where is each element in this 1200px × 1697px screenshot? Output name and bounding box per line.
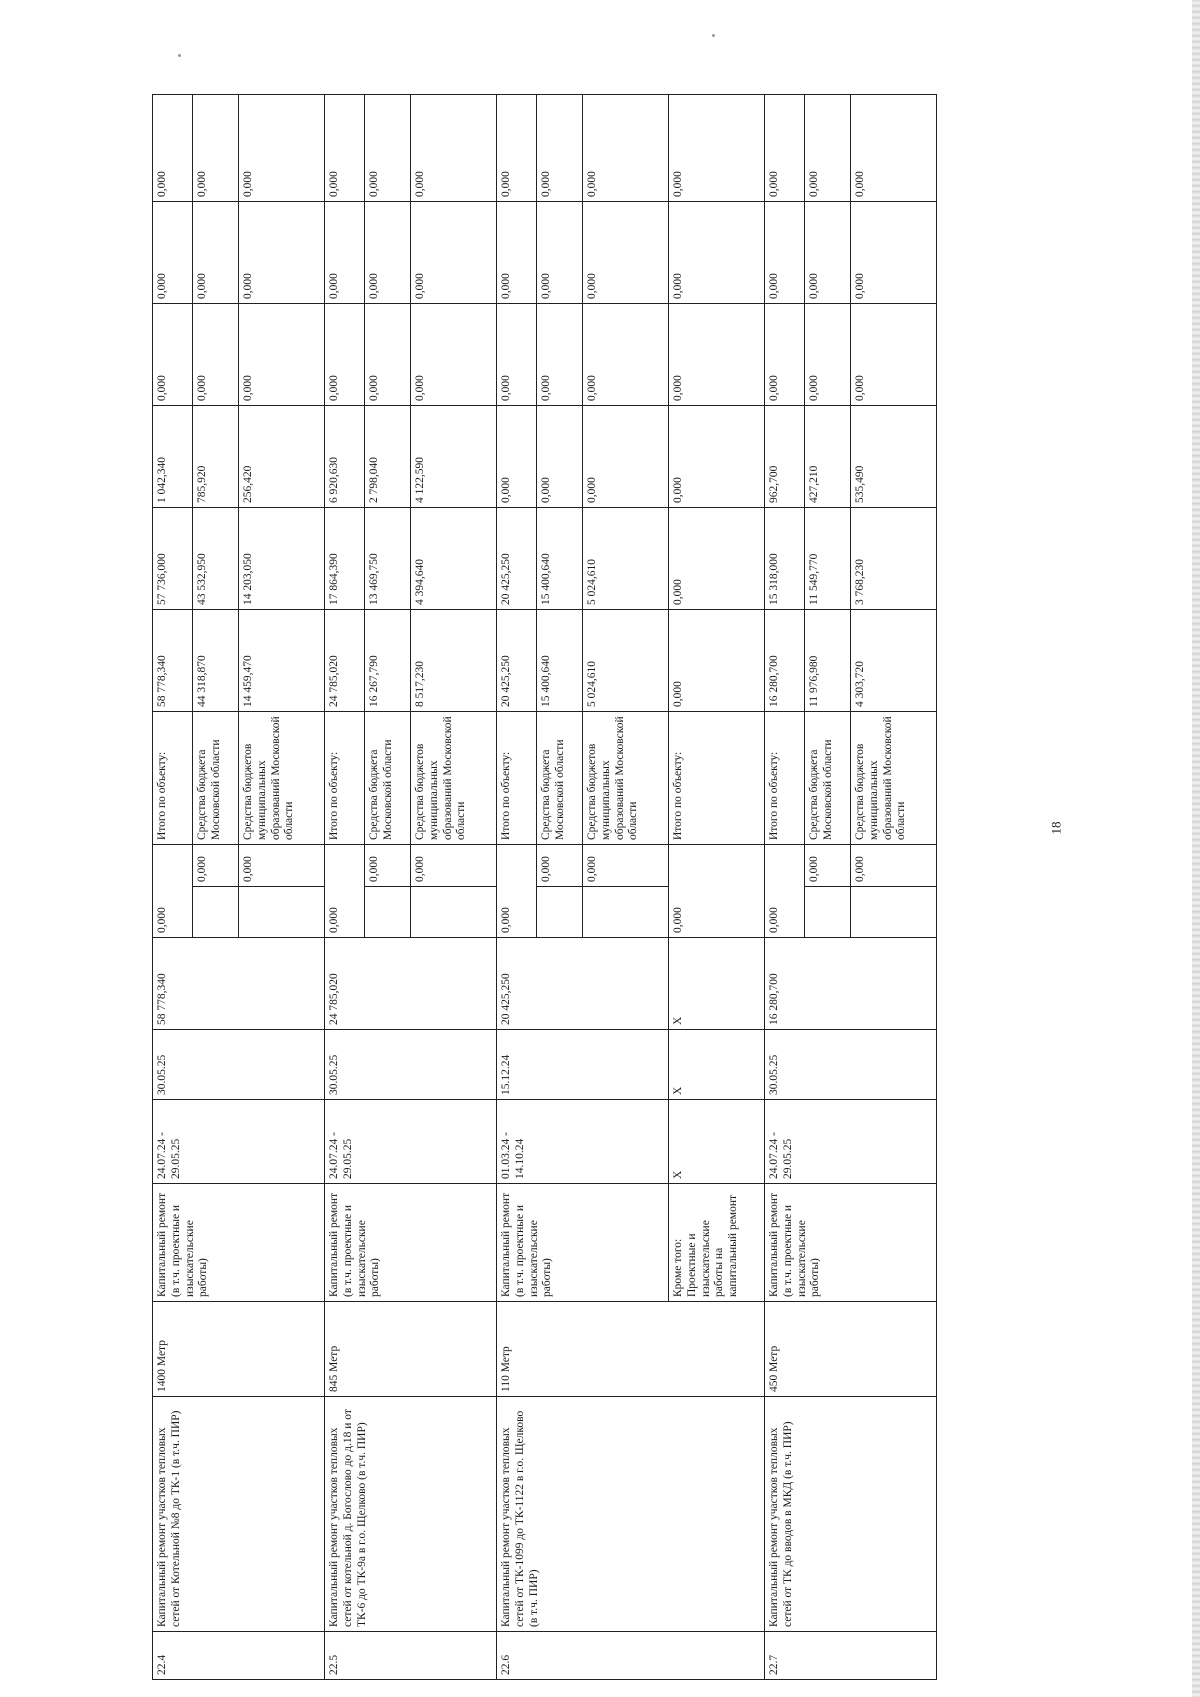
value-2024: 4 394,640	[411, 508, 497, 610]
value-2028: 0,000	[365, 95, 411, 202]
value-2027: 0,000	[805, 202, 851, 304]
value-2025: 4 122,590	[411, 406, 497, 508]
value-2024: 15 400,640	[537, 508, 583, 610]
source-total: 14 459,470	[239, 610, 325, 712]
blank-cell	[239, 887, 325, 938]
value-2026: 0,000	[805, 304, 851, 406]
extra-prior-funding: 0,000	[669, 845, 765, 938]
source-total: 58 778,340	[153, 610, 193, 712]
source-total: 16 267,790	[365, 610, 411, 712]
value-2028: 0,000	[239, 95, 325, 202]
works-type: Капитальный ремонт (в т.ч. проектные и изыскательские работы)	[497, 1184, 669, 1302]
value-2028: 0,000	[537, 95, 583, 202]
value-2024: 17 864,390	[325, 508, 365, 610]
works-period: 24.07.24 - 29.05.25	[765, 1100, 937, 1184]
finish-date: 15.12.24	[497, 1030, 669, 1100]
value-2026: 0,000	[193, 304, 239, 406]
funding-source: Итого по объекту:	[325, 712, 365, 845]
works-period: 01.03.24 - 14.10.24	[497, 1100, 669, 1184]
value-2027: 0,000	[583, 202, 669, 304]
scan-speck	[178, 54, 181, 57]
value-2027: 0,000	[669, 202, 765, 304]
value-2025: 0,000	[669, 406, 765, 508]
value-2027: 0,000	[765, 202, 805, 304]
funding-source: Средства бюджетов муниципальных образований Московской области	[239, 712, 325, 845]
value-2025: 962,700	[765, 406, 805, 508]
source-prior-funding: 0,000	[193, 845, 239, 887]
extra-cost: X	[669, 938, 765, 1030]
value-2025: 256,420	[239, 406, 325, 508]
source-prior-funding: 0,000	[805, 845, 851, 887]
value-2024: 3 768,230	[851, 508, 937, 610]
value-2028: 0,000	[583, 95, 669, 202]
works-period: 24.07.24 - 29.05.25	[325, 1100, 497, 1184]
funding-source: Итого по объекту:	[153, 712, 193, 845]
source-prior-funding: 0,000	[537, 845, 583, 887]
value-2028: 0,000	[497, 95, 537, 202]
value-2026: 0,000	[765, 304, 805, 406]
value-2027: 0,000	[497, 202, 537, 304]
object-name: Капитальный ремонт участков тепловых сетей от Котельной №8 до ТК-1 (в т.ч. ПИР)	[153, 1397, 325, 1632]
value-2024: 57 736,000	[153, 508, 193, 610]
blank-cell	[805, 887, 851, 938]
funding-source: Итого по объекту:	[669, 712, 765, 845]
value-2027: 0,000	[411, 202, 497, 304]
object-cost: 16 280,700	[765, 938, 937, 1030]
value-2024: 13 469,750	[365, 508, 411, 610]
source-total: 16 280,700	[765, 610, 805, 712]
value-2026: 0,000	[411, 304, 497, 406]
value-2028: 0,000	[411, 95, 497, 202]
value-2026: 0,000	[325, 304, 365, 406]
works-type: Капитальный ремонт (в т.ч. проектные и изыскательские работы)	[765, 1184, 937, 1302]
blank-cell	[583, 887, 669, 938]
value-2025: 535,490	[851, 406, 937, 508]
value-2025: 0,000	[497, 406, 537, 508]
value-2027: 0,000	[365, 202, 411, 304]
value-2025: 0,000	[583, 406, 669, 508]
prior-funding: 0,000	[153, 845, 193, 938]
value-2024: 14 203,050	[239, 508, 325, 610]
value-2026: 0,000	[537, 304, 583, 406]
row-number: 22.7	[765, 1632, 937, 1680]
value-2024: 15 318,000	[765, 508, 805, 610]
value-2024: 5 024,610	[583, 508, 669, 610]
blank-cell	[851, 887, 937, 938]
funding-source: Итого по объекту:	[765, 712, 805, 845]
value-2027: 0,000	[153, 202, 193, 304]
object-cost: 24 785,020	[325, 938, 497, 1030]
row-number: 22.5	[325, 1632, 497, 1680]
source-total: 0,000	[669, 610, 765, 712]
funding-source: Средства бюджета Московской области	[537, 712, 583, 845]
funding-source: Средства бюджета Московской области	[805, 712, 851, 845]
value-2027: 0,000	[537, 202, 583, 304]
blank-cell	[537, 887, 583, 938]
object-length: 1400 Метр	[153, 1302, 325, 1397]
value-2025: 427,210	[805, 406, 851, 508]
table-row	[765, 95, 805, 1680]
object-cost: 58 778,340	[153, 938, 325, 1030]
object-name: Капитальный ремонт участков тепловых сетей от ТК-1099 до ТК-1122 в г.о. Щелково (в т.ч. ПИР)	[497, 1397, 765, 1632]
source-total: 20 425,250	[497, 610, 537, 712]
funding-table	[152, 94, 937, 1680]
value-2026: 0,000	[365, 304, 411, 406]
funding-source: Средства бюджетов муниципальных образований Московской области	[583, 712, 669, 845]
works-type: Капитальный ремонт (в т.ч. проектные и изыскательские работы)	[325, 1184, 497, 1302]
source-total: 44 318,870	[193, 610, 239, 712]
value-2027: 0,000	[851, 202, 937, 304]
value-2026: 0,000	[583, 304, 669, 406]
value-2028: 0,000	[765, 95, 805, 202]
table-row	[325, 95, 365, 1680]
source-total: 4 303,720	[851, 610, 937, 712]
value-2026: 0,000	[497, 304, 537, 406]
prior-funding: 0,000	[497, 845, 537, 938]
source-prior-funding: 0,000	[239, 845, 325, 887]
page-number: 18	[1048, 821, 1064, 835]
value-2027: 0,000	[325, 202, 365, 304]
scan-edge	[1192, 0, 1200, 1697]
source-total: 5 024,610	[583, 610, 669, 712]
value-2025: 6 920,630	[325, 406, 365, 508]
works-type: Капитальный ремонт (в т.ч. проектные и изыскательские работы)	[153, 1184, 325, 1302]
value-2026: 0,000	[153, 304, 193, 406]
value-2025: 1 042,340	[153, 406, 193, 508]
table-row	[153, 95, 193, 1680]
prior-funding: 0,000	[765, 845, 805, 938]
extra-finish: X	[669, 1030, 765, 1100]
row-number: 22.4	[153, 1632, 325, 1680]
source-prior-funding: 0,000	[411, 845, 497, 887]
object-length: 845 Метр	[325, 1302, 497, 1397]
funding-source: Средства бюджетов муниципальных образований Московской области	[411, 712, 497, 845]
object-name: Капитальный ремонт участков тепловых сетей от котельной д. Богослово до д.18 и от ТК-6 до ТК-9а в г.о. Щелково (в т.ч. ПИР)	[325, 1397, 497, 1632]
object-length: 110 Метр	[497, 1302, 765, 1397]
funding-source: Средства бюджета Московской области	[193, 712, 239, 845]
blank-cell	[193, 887, 239, 938]
value-2027: 0,000	[193, 202, 239, 304]
finish-date: 30.05.25	[153, 1030, 325, 1100]
funding-source: Итого по объекту:	[497, 712, 537, 845]
value-2028: 0,000	[669, 95, 765, 202]
finish-date: 30.05.25	[325, 1030, 497, 1100]
value-2028: 0,000	[851, 95, 937, 202]
value-2025: 0,000	[537, 406, 583, 508]
value-2025: 785,920	[193, 406, 239, 508]
value-2024: 20 425,250	[497, 508, 537, 610]
rotated-table-container	[152, 103, 908, 1680]
funding-source: Средства бюджета Московской области	[365, 712, 411, 845]
finish-date: 30.05.25	[765, 1030, 937, 1100]
source-total: 15 400,640	[537, 610, 583, 712]
blank-cell	[411, 887, 497, 938]
source-prior-funding: 0,000	[583, 845, 669, 887]
value-2028: 0,000	[153, 95, 193, 202]
extra-works: Кроме того: Проектные и изыскательские работы на капитальный ремонт	[669, 1184, 765, 1302]
value-2026: 0,000	[669, 304, 765, 406]
scan-speck	[712, 34, 715, 37]
value-2024: 11 549,770	[805, 508, 851, 610]
extra-period: X	[669, 1100, 765, 1184]
object-cost: 20 425,250	[497, 938, 669, 1030]
source-total: 8 517,230	[411, 610, 497, 712]
value-2025: 2 798,040	[365, 406, 411, 508]
source-total: 24 785,020	[325, 610, 365, 712]
value-2028: 0,000	[325, 95, 365, 202]
value-2024: 43 532,950	[193, 508, 239, 610]
value-2024: 0,000	[669, 508, 765, 610]
prior-funding: 0,000	[325, 845, 365, 938]
object-length: 450 Метр	[765, 1302, 937, 1397]
source-total: 11 976,980	[805, 610, 851, 712]
source-prior-funding: 0,000	[851, 845, 937, 887]
row-number: 22.6	[497, 1632, 765, 1680]
funding-source: Средства бюджетов муниципальных образований Московской области	[851, 712, 937, 845]
works-period: 24.07.24 - 29.05.25	[153, 1100, 325, 1184]
source-prior-funding: 0,000	[365, 845, 411, 887]
blank-cell	[365, 887, 411, 938]
table-row	[497, 95, 537, 1680]
value-2027: 0,000	[239, 202, 325, 304]
value-2028: 0,000	[193, 95, 239, 202]
value-2028: 0,000	[805, 95, 851, 202]
value-2026: 0,000	[851, 304, 937, 406]
object-name: Капитальный ремонт участков тепловых сетей от ТК до вводов в МКД (в т.ч. ПИР)	[765, 1397, 937, 1632]
value-2026: 0,000	[239, 304, 325, 406]
